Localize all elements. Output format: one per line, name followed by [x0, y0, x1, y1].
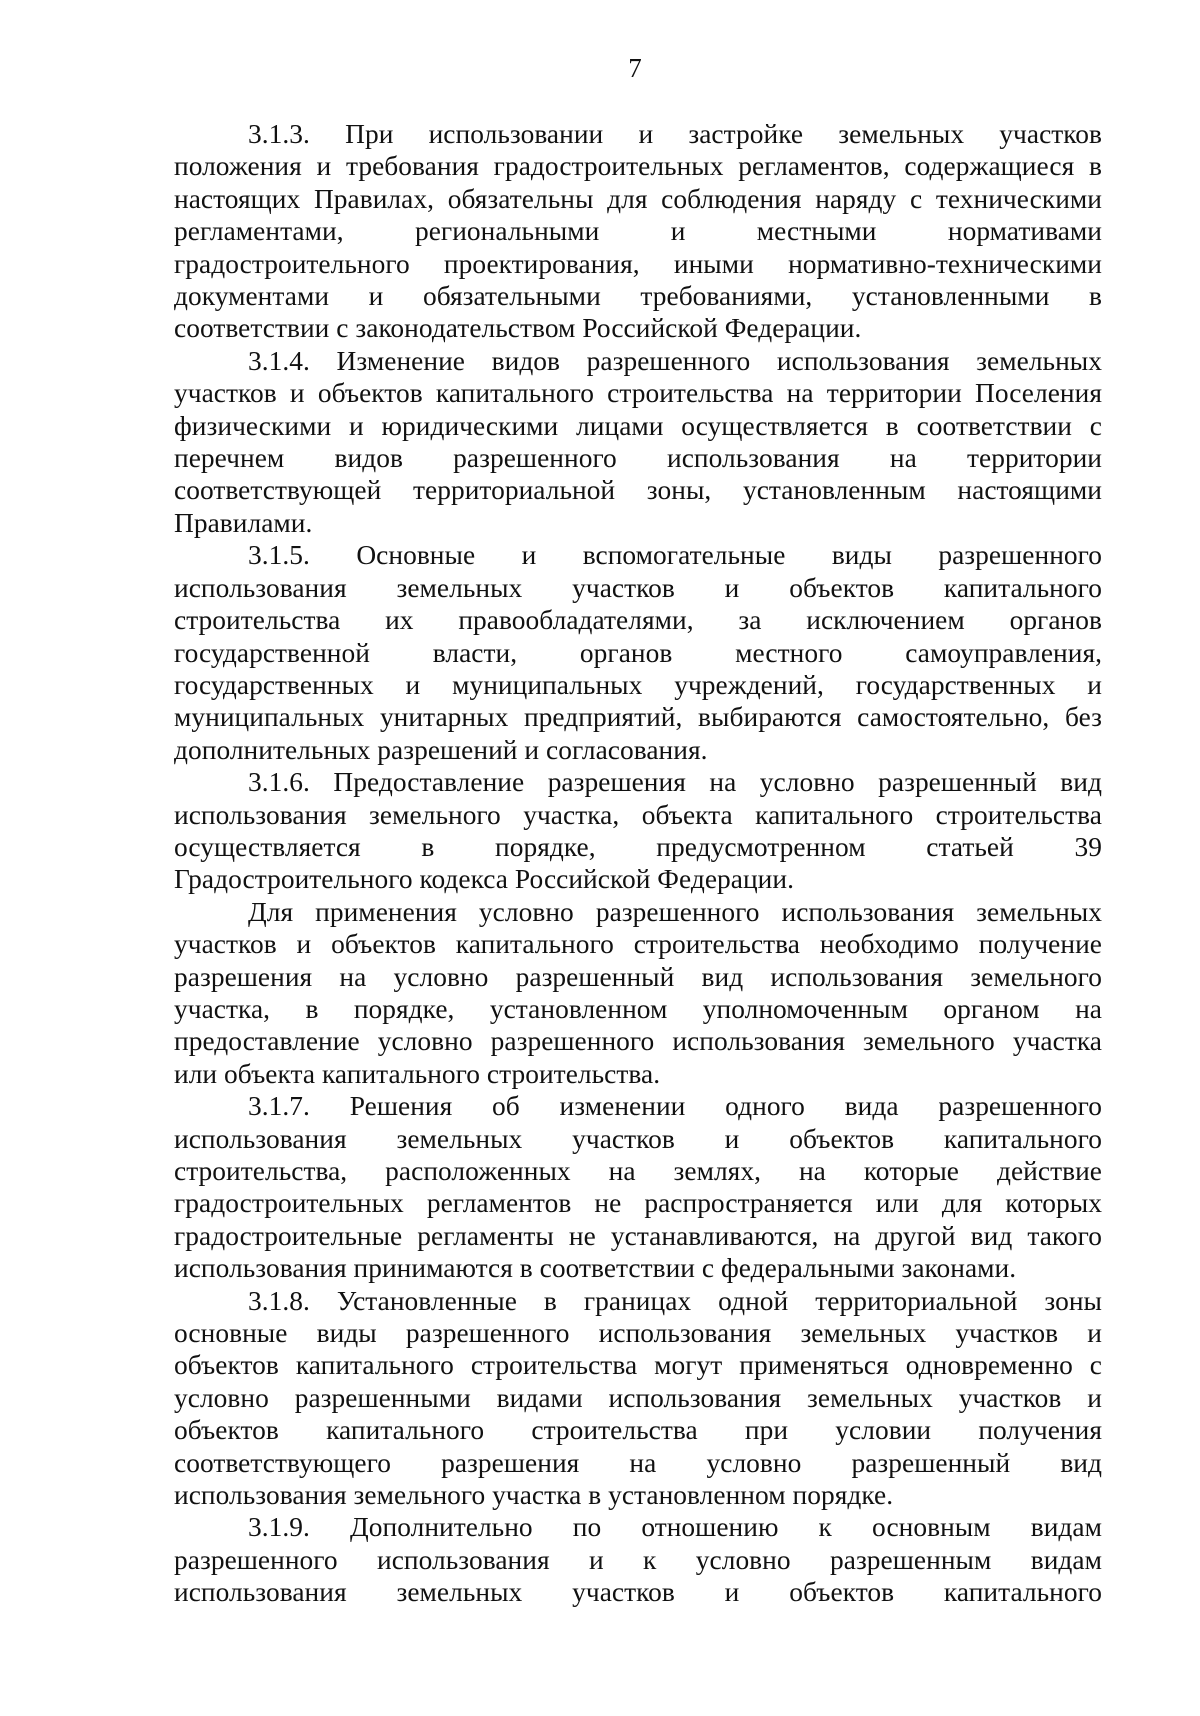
- text-line: положения и требования градостроительных регламентов, содержащиеся в: [174, 151, 1102, 182]
- text-line: перечнем видов разрешенного использования на территории: [174, 443, 1102, 474]
- text-line: 3.1.5. Основные и вспомогательные виды разрешенного: [248, 540, 1102, 571]
- text-line: объектов капитального строительства могут применяться одновременно с: [174, 1350, 1102, 1381]
- paragraph-3-1-9: [174, 1511, 1102, 1608]
- text-line: 3.1.9. Дополнительно по отношению к основным видам: [248, 1512, 1102, 1543]
- text-line: Для применения условно разрешенного использования земельных: [248, 896, 1102, 927]
- text-line: 3.1.3. При использовании и застройке земельных участков: [248, 119, 1102, 149]
- text-line: 3.1.4. Изменение видов разрешенного использования земельных: [248, 345, 1102, 376]
- text-line: участка, в порядке, установленном уполномоченным органом на: [174, 993, 1102, 1024]
- text-line: строительства их правообладателями, за исключением органов: [174, 605, 1102, 636]
- text-line: осуществляется в порядке, предусмотренном статьей 39: [174, 831, 1102, 862]
- text-line: дополнительных разрешений и согласования.: [174, 734, 708, 765]
- text-line: Градостроительного кодекса Российской Федерации.: [174, 864, 794, 895]
- paragraph-conditional: [174, 896, 1102, 1090]
- text-line: использования земельного участка в установленном порядке.: [174, 1480, 894, 1511]
- paragraph-3-1-5: [174, 539, 1102, 766]
- paragraph-3-1-3: [174, 118, 1102, 345]
- text-line: разрешенного использования и к условно разрешенным видам: [174, 1544, 1102, 1575]
- paragraph-3-1-8: [174, 1285, 1102, 1512]
- text-line: условно разрешенными видами использования земельных участков и: [174, 1382, 1102, 1413]
- text-line: использования земельных участков и объектов капитального: [174, 1577, 1102, 1608]
- text-line: или объекта капитального строительства.: [174, 1058, 661, 1089]
- text-line: градостроительные регламенты не устанавливаются, на другой вид такого: [174, 1220, 1102, 1251]
- text-line: физическими и юридическими лицами осуществляется в соответствии с: [174, 410, 1102, 441]
- text-line: соответствующей территориальной зоны, установленным настоящими: [174, 475, 1102, 506]
- page-number: 7: [628, 53, 642, 83]
- text-line: документами и обязательными требованиями, установленными в: [174, 281, 1102, 312]
- text-line: 3.1.6. Предоставление разрешения на условно разрешенный вид: [248, 767, 1102, 798]
- text-line: участков и объектов капитального строительства на территории Поселения: [174, 378, 1102, 409]
- text-line: муниципальных унитарных предприятий, выбираются самостоятельно, без: [174, 702, 1102, 733]
- paragraph-3-1-6: [174, 766, 1102, 896]
- text-line: Правилами.: [174, 507, 313, 538]
- text-line: строительства, расположенных на землях, на которые действие: [174, 1156, 1102, 1186]
- paragraph-3-1-7: [174, 1090, 1102, 1284]
- text-line: основные виды разрешенного использования земельных участков и: [174, 1318, 1102, 1349]
- text-line: государственной власти, органов местного самоуправления,: [174, 637, 1102, 668]
- text-line: градостроительного проектирования, иными нормативно-техническими: [174, 248, 1102, 279]
- text-line: использования земельных участков и объектов капитального: [174, 572, 1102, 603]
- text-line: соответствующего разрешения на условно разрешенный вид: [174, 1447, 1102, 1478]
- paragraph-3-1-4: [174, 345, 1102, 539]
- text-line: объектов капитального строительства при условии получения: [174, 1415, 1102, 1446]
- text-line: 3.1.8. Установленные в границах одной территориальной зоны: [248, 1285, 1102, 1316]
- text-line: государственных и муниципальных учреждений, государственных и: [174, 669, 1102, 700]
- document-body: [174, 118, 1102, 1609]
- text-line: использования принимаются в соответствии с федеральными законами.: [174, 1253, 1017, 1284]
- text-line: использования земельных участков и объектов капитального: [174, 1123, 1102, 1154]
- text-line: разрешения на условно разрешенный вид использования земельного: [174, 961, 1102, 992]
- text-line: градостроительных регламентов не распространяется или для которых: [174, 1188, 1102, 1219]
- text-line: регламентами, региональными и местными нормативами: [174, 216, 1102, 247]
- text-line: соответствии с законодательством Российской Федерации.: [174, 313, 862, 344]
- text-line: предоставление условно разрешенного использования земельного участка: [174, 1026, 1102, 1057]
- text-line: 3.1.7. Решения об изменении одного вида разрешенного: [248, 1091, 1102, 1122]
- text-line: участков и объектов капитального строительства необходимо получение: [174, 929, 1102, 960]
- text-line: настоящих Правилах, обязательны для соблюдения наряду с техническими: [174, 183, 1102, 214]
- text-line: использования земельного участка, объекта капитального строительства: [174, 799, 1102, 830]
